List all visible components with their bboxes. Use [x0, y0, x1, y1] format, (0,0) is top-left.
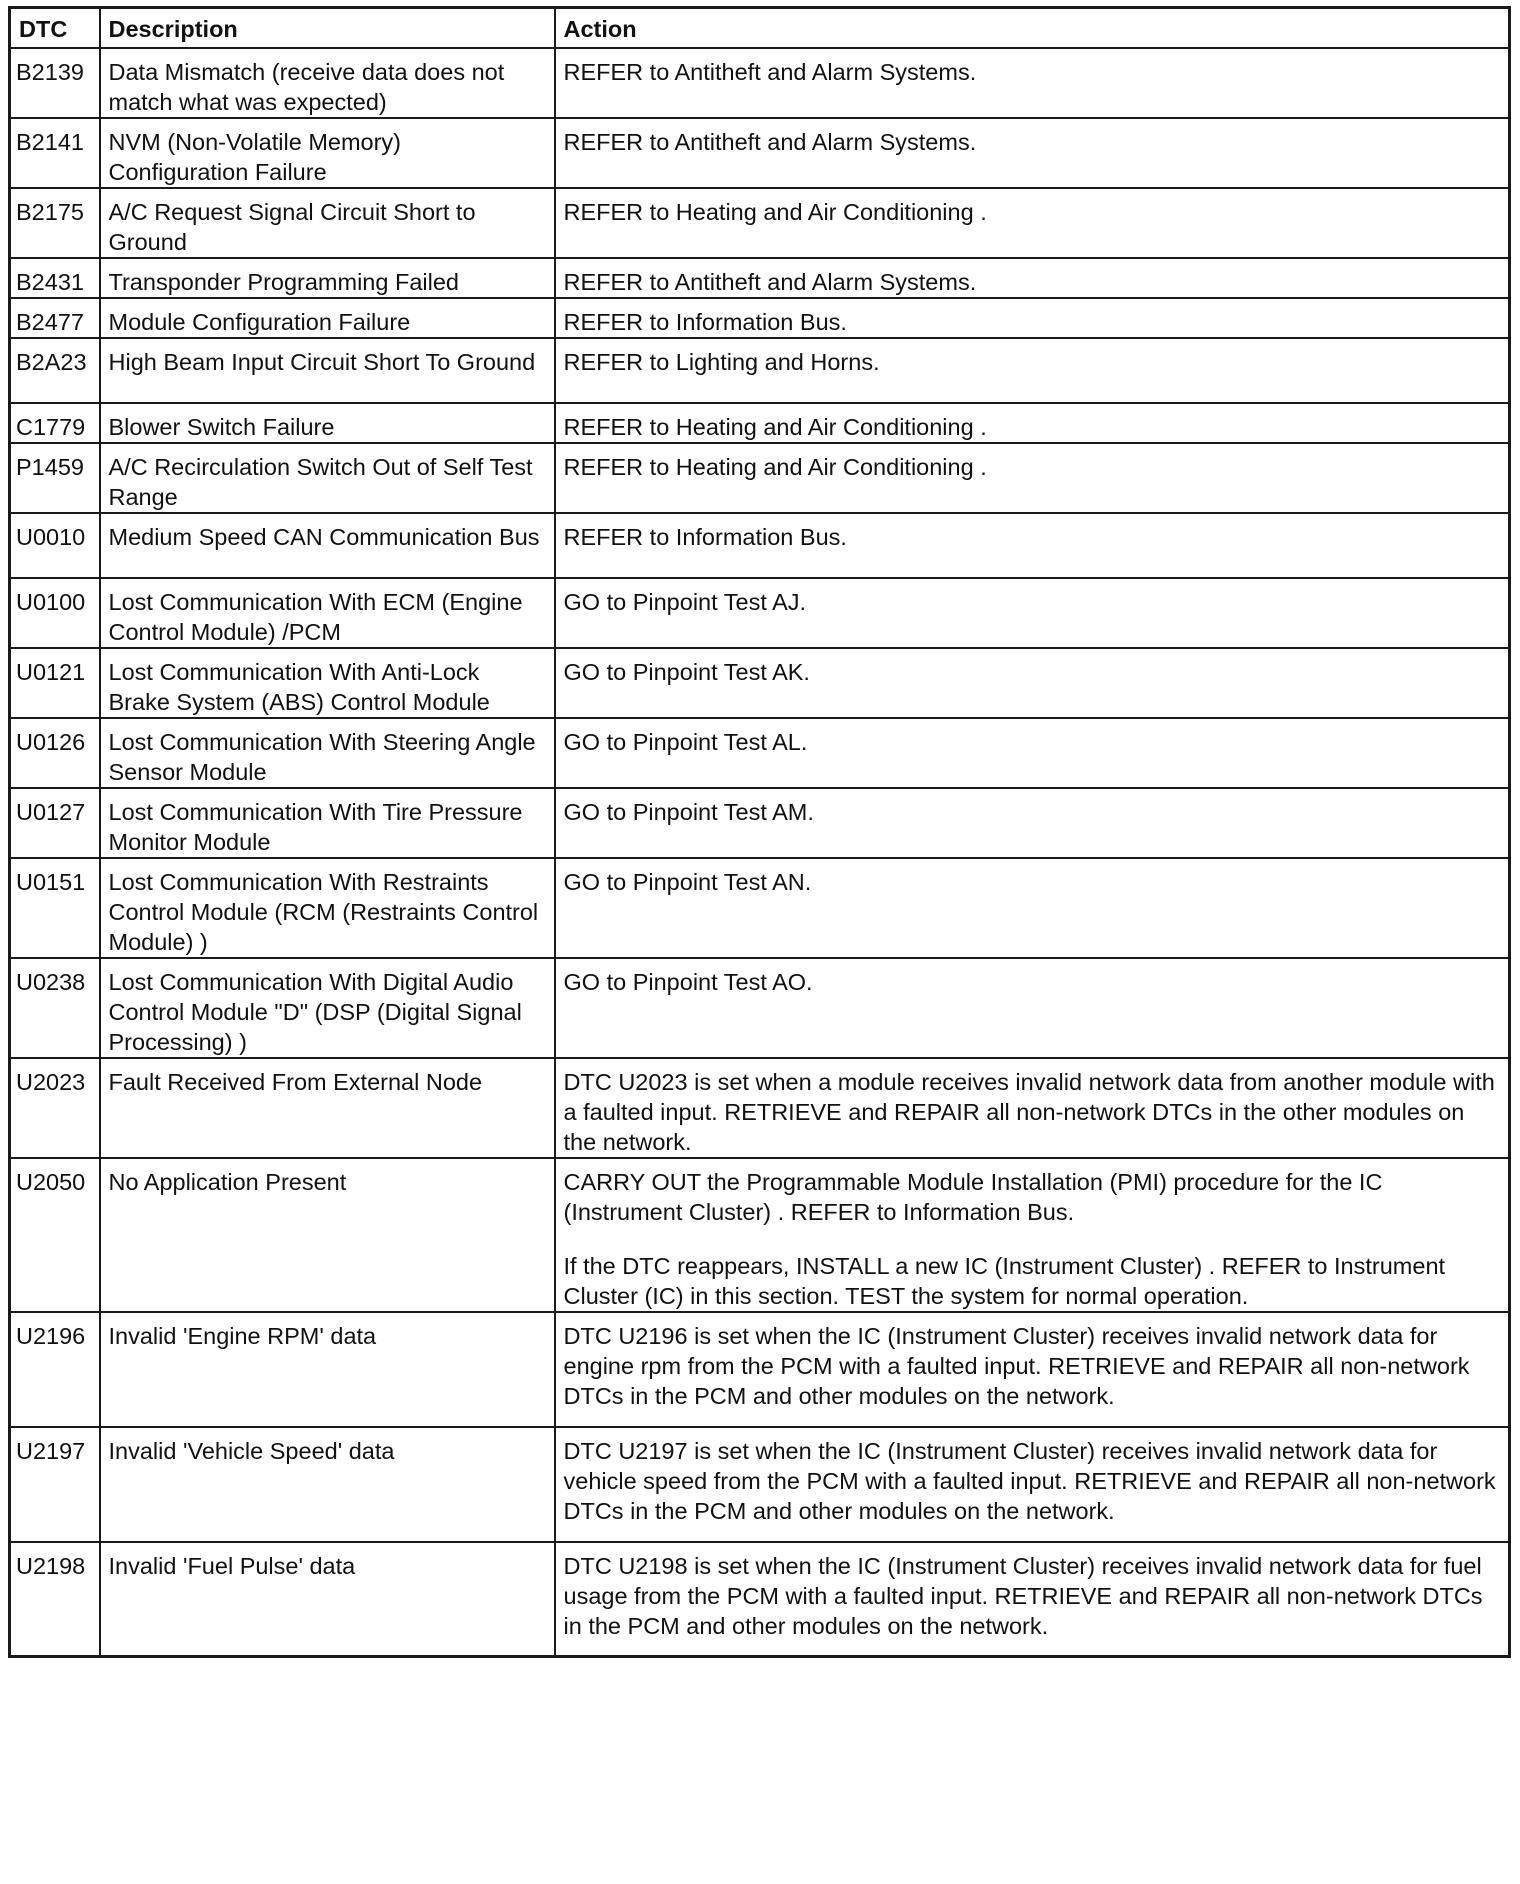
- action-paragraph: REFER to Information Bus.: [563, 308, 847, 335]
- table-row: [10, 958, 1510, 1058]
- dtc-description: Lost Communication With Restraints Control Module (RCM (Restraints Control Module) ): [100, 858, 555, 958]
- dtc-description: Module Configuration Failure: [100, 298, 555, 338]
- dtc-action: [555, 1542, 1510, 1657]
- table-row: [10, 648, 1510, 718]
- table-row: [10, 1312, 1510, 1427]
- dtc-action: [555, 858, 1510, 958]
- dtc-code: U2198: [10, 1542, 100, 1657]
- dtc-description: Lost Communication With Anti-Lock Brake System (ABS) Control Module: [100, 648, 555, 718]
- dtc-description: Data Mismatch (receive data does not match what was expected): [100, 48, 555, 118]
- dtc-code: B2477: [10, 298, 100, 338]
- dtc-description: Blower Switch Failure: [100, 403, 555, 443]
- dtc-code: B2175: [10, 188, 100, 258]
- action-paragraph: REFER to Heating and Air Conditioning .: [563, 198, 987, 225]
- dtc-action: [555, 578, 1510, 648]
- dtc-description: Lost Communication With Steering Angle Sensor Module: [100, 718, 555, 788]
- dtc-description: Invalid 'Vehicle Speed' data: [100, 1427, 555, 1542]
- dtc-action: [555, 298, 1510, 338]
- table-row: [10, 1058, 1510, 1158]
- table-row: [10, 858, 1510, 958]
- dtc-code: U2050: [10, 1158, 100, 1312]
- table-row: [10, 403, 1510, 443]
- dtc-description: Transponder Programming Failed: [100, 258, 555, 298]
- dtc-action: [555, 258, 1510, 298]
- dtc-code: B2A23: [10, 338, 100, 403]
- action-paragraph: REFER to Antitheft and Alarm Systems.: [563, 58, 977, 85]
- dtc-action: [555, 118, 1510, 188]
- dtc-action: [555, 188, 1510, 258]
- dtc-description: Invalid 'Engine RPM' data: [100, 1312, 555, 1427]
- dtc-description: A/C Recirculation Switch Out of Self Test Range: [100, 443, 555, 513]
- action-paragraph: GO to Pinpoint Test AJ.: [563, 588, 807, 615]
- table-row: [10, 1542, 1510, 1657]
- dtc-description: Invalid 'Fuel Pulse' data: [100, 1542, 555, 1657]
- dtc-action: [555, 718, 1510, 788]
- action-paragraph: CARRY OUT the Programmable Module Installation (PMI) procedure for the IC (Instrument Cluster) . REFER to Information Bus.: [563, 1168, 1383, 1225]
- dtc-description: High Beam Input Circuit Short To Ground: [100, 338, 555, 403]
- header-description: Description: [100, 8, 555, 48]
- dtc-description: Lost Communication With Digital Audio Control Module "D" (DSP (Digital Signal Processing) ): [100, 958, 555, 1058]
- table-row: [10, 578, 1510, 648]
- dtc-action: [555, 48, 1510, 118]
- table-row: [10, 443, 1510, 513]
- dtc-description: NVM (Non-Volatile Memory) Configuration Failure: [100, 118, 555, 188]
- dtc-action: [555, 403, 1510, 443]
- dtc-code: B2431: [10, 258, 100, 298]
- action-paragraph: DTC U2023 is set when a module receives invalid network data from another module with a faulted input. RETRIEVE and REPAIR all non-network DTCs in the other modules on the network.: [563, 1068, 1495, 1155]
- table-row: [10, 258, 1510, 298]
- action-paragraph: REFER to Heating and Air Conditioning .: [563, 453, 987, 480]
- dtc-description: No Application Present: [100, 1158, 555, 1312]
- dtc-description: A/C Request Signal Circuit Short to Ground: [100, 188, 555, 258]
- table-row: [10, 513, 1510, 578]
- dtc-action: [555, 443, 1510, 513]
- action-paragraph: GO to Pinpoint Test AO.: [563, 968, 813, 995]
- dtc-code: B2139: [10, 48, 100, 118]
- action-paragraph: DTC U2197 is set when the IC (Instrument Cluster) receives invalid network data for vehicle speed from the PCM with a faulted input. RETRIEVE and REPAIR all non-network DTCs in the PCM and other modules on the network.: [563, 1437, 1496, 1524]
- dtc-code: U0010: [10, 513, 100, 578]
- table-row: [10, 718, 1510, 788]
- dtc-action: [555, 648, 1510, 718]
- table-row: [10, 48, 1510, 118]
- dtc-description: Fault Received From External Node: [100, 1058, 555, 1158]
- dtc-code: U2196: [10, 1312, 100, 1427]
- action-paragraph: GO to Pinpoint Test AM.: [563, 798, 814, 825]
- table-row: [10, 788, 1510, 858]
- dtc-code: C1779: [10, 403, 100, 443]
- table-row: [10, 1427, 1510, 1542]
- dtc-code: U0238: [10, 958, 100, 1058]
- table-row: [10, 338, 1510, 403]
- dtc-code: P1459: [10, 443, 100, 513]
- dtc-code: U0151: [10, 858, 100, 958]
- action-paragraph: REFER to Lighting and Horns.: [563, 348, 880, 375]
- action-paragraph: DTC U2196 is set when the IC (Instrument Cluster) receives invalid network data for engine rpm from the PCM with a faulted input. RETRIEVE and REPAIR all non-network DTCs in the PCM and other modules on the network.: [563, 1322, 1470, 1409]
- action-paragraph: REFER to Information Bus.: [563, 523, 847, 550]
- header-row: [10, 8, 1510, 48]
- dtc-code: U0127: [10, 788, 100, 858]
- dtc-action: [555, 1427, 1510, 1542]
- action-paragraph: DTC U2198 is set when the IC (Instrument Cluster) receives invalid network data for fuel usage from the PCM with a faulted input. RETRIEVE and REPAIR all non-network DTCs in the PCM and other modules on the network.: [563, 1552, 1483, 1639]
- dtc-code: U2023: [10, 1058, 100, 1158]
- action-paragraph: REFER to Antitheft and Alarm Systems.: [563, 128, 977, 155]
- dtc-code: U0100: [10, 578, 100, 648]
- dtc-description: Lost Communication With Tire Pressure Monitor Module: [100, 788, 555, 858]
- action-paragraph: If the DTC reappears, INSTALL a new IC (Instrument Cluster) . REFER to Instrument Cluster (IC) in this section. TEST the system for normal operation.: [563, 1252, 1446, 1309]
- dtc-code: U0121: [10, 648, 100, 718]
- dtc-action: [555, 338, 1510, 403]
- table-row: [10, 118, 1510, 188]
- table-body: [10, 48, 1510, 1657]
- action-paragraph: GO to Pinpoint Test AK.: [563, 658, 810, 685]
- header-dtc: DTC: [10, 8, 100, 48]
- action-paragraph: GO to Pinpoint Test AN.: [563, 868, 812, 895]
- table-row: [10, 1158, 1510, 1312]
- action-paragraph: REFER to Antitheft and Alarm Systems.: [563, 268, 977, 295]
- dtc-action: [555, 513, 1510, 578]
- dtc-description: Lost Communication With ECM (Engine Control Module) /PCM: [100, 578, 555, 648]
- dtc-action: [555, 788, 1510, 858]
- dtc-code: U0126: [10, 718, 100, 788]
- action-paragraph: REFER to Heating and Air Conditioning .: [563, 413, 987, 440]
- table-row: [10, 298, 1510, 338]
- header-action: Action: [555, 8, 1510, 48]
- dtc-action: [555, 1158, 1510, 1312]
- action-paragraph: GO to Pinpoint Test AL.: [563, 728, 808, 755]
- table-header: [10, 8, 1510, 48]
- dtc-code: U2197: [10, 1427, 100, 1542]
- dtc-action: [555, 1058, 1510, 1158]
- dtc-description: Medium Speed CAN Communication Bus: [100, 513, 555, 578]
- dtc-action: [555, 958, 1510, 1058]
- table-row: [10, 188, 1510, 258]
- dtc-action: [555, 1312, 1510, 1427]
- dtc-table: [8, 6, 1511, 1658]
- dtc-code: B2141: [10, 118, 100, 188]
